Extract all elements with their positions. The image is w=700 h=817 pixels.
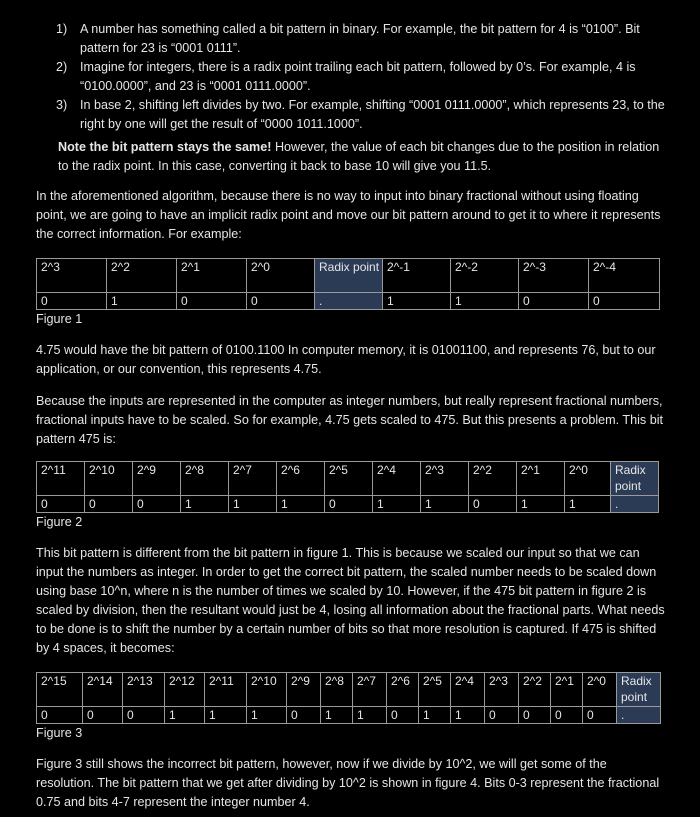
table-cell: 0 [133,496,181,513]
table-cell: 0 [85,496,133,513]
table-cell: 2^2 [107,259,177,293]
list-item [56,58,666,96]
table-cell: 0 [37,707,83,724]
table-cell: 2^-3 [519,259,589,293]
table-cell: 0 [37,293,107,310]
paragraph-scaling: Because the inputs are represented in the computer as integer numbers, but really represent fractional numbers, fractional inputs have to be scaled. So for example, 4.75 gets scaled to 475. But this presents a problem. This bit pattern 475 is: [36,394,664,446]
table-cell: 1 [205,707,247,724]
table-cell: 2^10 [247,673,287,707]
table-cell: 1 [353,707,387,724]
table-cell: 2^4 [373,462,421,496]
table-value-row [37,293,660,310]
paragraph-pattern: 4.75 would have the bit pattern of 0100.1100 In computer memory, it is 01001100, and represents 76, but to our application, or our convention, this represents 4.75. [36,343,656,376]
figure-2-caption: Figure 2 [36,515,83,529]
note-bold: Note the bit pattern stays the same! [58,140,272,154]
list-item [56,96,666,134]
table-cell: 0 [177,293,247,310]
table-cell: 2^9 [133,462,181,496]
table-header-row [37,259,660,293]
table-cell: 2^10 [85,462,133,496]
radix-header-cell: Radix point [315,259,383,293]
table-cell: 2^13 [123,673,165,707]
figure-3-caption: Figure 3 [36,726,83,740]
table-cell: 1 [451,293,519,310]
table-cell: 2^1 [551,673,583,707]
table-cell: 1 [451,707,485,724]
bit-table-figure-1 [36,258,660,310]
table-cell: 0 [583,707,617,724]
table-cell: 0 [469,496,517,513]
radix-value-cell: . [617,707,661,724]
table-cell: 2^11 [205,673,247,707]
radix-value-cell: . [315,293,383,310]
table-cell: 2^-4 [589,259,660,293]
table-cell: 2^1 [517,462,565,496]
table-cell: 1 [421,496,469,513]
table-cell: 2^3 [37,259,107,293]
table-cell: 1 [565,496,611,513]
table-cell: 0 [519,293,589,310]
table-cell: 0 [287,707,321,724]
table-cell: 0 [37,496,85,513]
radix-value-cell: . [611,496,659,513]
table-cell: 0 [589,293,660,310]
note-text: However, the value of each bit changes due to the position in relation to the radix point. In this case, converting it back to base 10 will give you 11.5. [58,140,660,173]
table-cell: 0 [123,707,165,724]
table-cell: 2^15 [37,673,83,707]
numbered-list [56,20,666,134]
table-cell: 1 [165,707,205,724]
table-cell: 0 [83,707,123,724]
table-cell: 2^-1 [383,259,451,293]
table-header-row [37,673,661,707]
table-cell: 2^2 [469,462,517,496]
list-text: A number has something called a bit pattern in binary. For example, the bit pattern for 4 is “0100”. Bit pattern for 23 is “0001 0111”. [80,22,640,55]
table-cell: 1 [383,293,451,310]
table-cell: 2^2 [519,673,551,707]
table-cell: 1 [321,707,353,724]
table-cell: 0 [551,707,583,724]
table-cell: 2^4 [451,673,485,707]
paragraph-resolution: Figure 3 still shows the incorrect bit pattern, however, now if we divide by 10^2, we will get some of the resolution. The bit pattern that we get after dividing by 10^2 is shown in figure 4. Bits 0-3 represent the fractional 0.75 and bits 4-7 represent the integer number 4. [36,757,660,809]
table-cell: 2^0 [247,259,315,293]
list-item [56,20,666,58]
table-cell: 2^6 [387,673,419,707]
bit-table-figure-2 [36,461,659,513]
table-cell: 2^5 [325,462,373,496]
table-cell: 2^7 [229,462,277,496]
paragraph-shift: This bit pattern is different from the bit pattern in figure 1. This is because we scaled our input so that we can input the numbers as integer. In order to get the correct bit pattern, the scaled number needs to be scaled down using base 10^n, where n is the number of times we scaled by 10. However, if the 475 bit pattern in figure 2 is scaled by division, then the resultant would just be 4, losing all information about the fractional parts. What needs to be done is to shift the number by a certain number of bits so that more resolution is captured. If 475 is shifted by 4 spaces, it becomes: [36,546,665,655]
table-cell: 2^12 [165,673,205,707]
table-cell: 1 [277,496,325,513]
table-cell: 2^5 [419,673,451,707]
table-cell: 0 [485,707,519,724]
table-cell: 0 [519,707,551,724]
paragraph-algorithm: In the aforementioned algorithm, because there is no way to input into binary fractional without using floating point, we are going to have an implicit radix point and move our bit pattern around to get it to where it represents the correct information. For example: [36,189,661,241]
table-cell: 0 [247,293,315,310]
table-cell: 2^3 [485,673,519,707]
table-cell: 2^9 [287,673,321,707]
table-cell: 2^0 [583,673,617,707]
table-cell: 2^11 [37,462,85,496]
radix-header-cell: Radix point [617,673,661,707]
table-cell: 2^6 [277,462,325,496]
table-cell: 1 [419,707,451,724]
table-cell: 1 [247,707,287,724]
list-text: Imagine for integers, there is a radix point trailing each bit pattern, followed by 0’s. For example, 4 is “0100.0000”, and 23 is “0001 0111.0000”. [80,60,636,93]
table-cell: 2^8 [321,673,353,707]
table-cell: 1 [181,496,229,513]
table-cell: 0 [387,707,419,724]
table-cell: 2^1 [177,259,247,293]
list-number: 3) [56,98,68,112]
table-cell: 2^14 [83,673,123,707]
list-number: 2) [56,60,68,74]
list-number: 1) [56,22,68,36]
list-text: In base 2, shifting left divides by two. For example, shifting “0001 0111.0000”, which represents 23, to the right by one will get the result of “0000 1011.1000”. [80,98,665,131]
figure-1-caption: Figure 1 [36,312,83,326]
note-paragraph [58,138,668,176]
table-cell: 1 [373,496,421,513]
table-cell: 0 [325,496,373,513]
bit-table-figure-3 [36,672,661,724]
table-header-row [37,462,659,496]
table-cell: 1 [107,293,177,310]
table-value-row [37,496,659,513]
table-cell: 2^7 [353,673,387,707]
table-cell: 1 [229,496,277,513]
table-value-row [37,707,661,724]
table-cell: 1 [517,496,565,513]
table-cell: 2^3 [421,462,469,496]
table-cell: 2^8 [181,462,229,496]
table-cell: 2^-2 [451,259,519,293]
table-cell: 2^0 [565,462,611,496]
radix-header-cell: Radix point [611,462,659,496]
